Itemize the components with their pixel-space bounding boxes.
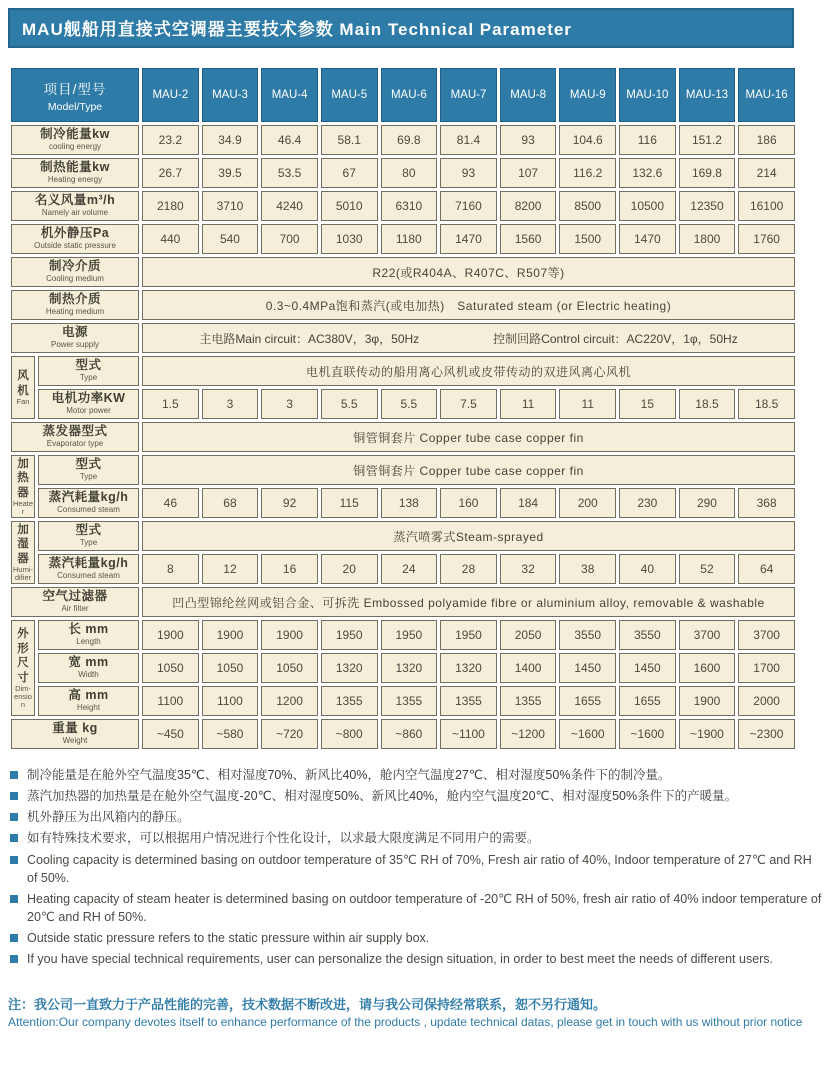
value-cell: 116	[619, 125, 676, 155]
value-cell: 1470	[440, 224, 497, 254]
value-cell: 1700	[738, 653, 795, 683]
value-cell: 1355	[500, 686, 557, 716]
value-cell: 1355	[321, 686, 378, 716]
value-cell: 11	[559, 389, 616, 419]
row-label-heating-medium	[11, 290, 139, 320]
row-label-zh: 蒸发器型式	[42, 424, 108, 439]
value-cell: 12350	[679, 191, 736, 221]
value-cell: 115	[321, 488, 378, 518]
group-label-heater	[11, 455, 35, 518]
value-cell: 92	[261, 488, 318, 518]
note-text: Cooling capacity is determined basing on outdoor temperature of 35℃ RH of 70%, Fresh air ratio of 40%, Indoor temperature of 27℃ and RH of 50%.	[27, 852, 812, 885]
value-cell: 1560	[500, 224, 557, 254]
row-label-evaporator-type	[11, 422, 139, 452]
note-item	[8, 851, 824, 887]
value-cell: 40	[619, 554, 676, 584]
group-label-fan	[11, 356, 35, 419]
row-label-zh: 蒸汽耗量kg/h	[48, 490, 129, 505]
row-label-zh: 制冷介质	[49, 259, 102, 274]
table-row-length	[11, 620, 795, 650]
value-cell: ~1600	[619, 719, 676, 749]
value-cell: ~860	[381, 719, 438, 749]
row-label-width	[38, 653, 139, 683]
row-label-en: Cooling medium	[46, 274, 104, 284]
row-label-zh: 长 mm	[68, 622, 109, 637]
row-label-power-supply	[11, 323, 139, 353]
value-cell: 5010	[321, 191, 378, 221]
value-cell: 24	[381, 554, 438, 584]
note-text: 蒸汽加热器的加热量是在舱外空气温度-20℃、相对湿度50%、新风比40%，舱内空气温度20℃、相对湿度50%条件下的产暖量。	[27, 789, 738, 804]
value-cell: 39.5	[202, 158, 259, 188]
row-label-zh: 型式	[75, 457, 102, 472]
row-label-en: Heating medium	[45, 307, 105, 317]
value-cell: 2050	[500, 620, 557, 650]
bullet-square-icon	[10, 895, 18, 903]
value-cell: 1500	[559, 224, 616, 254]
value-cell: 540	[202, 224, 259, 254]
row-label-en: Motor power	[66, 406, 111, 416]
row-label-en: Evaporator type	[46, 439, 104, 449]
value-cell: 46.4	[261, 125, 318, 155]
value-cell: 69.8	[381, 125, 438, 155]
group-label-en: Dim-ension	[14, 683, 32, 709]
value-cell: 1760	[738, 224, 795, 254]
column-header: MAU-16	[738, 68, 795, 122]
note-text: 制冷能量是在舱外空气温度35℃、相对湿度70%、新风比40%，舱内空气温度27℃、相对湿度50%条件下的制冷量。	[27, 768, 671, 782]
value-cell: 214	[738, 158, 795, 188]
row-label-zh: 宽 mm	[68, 655, 109, 670]
bullet-square-icon	[10, 955, 18, 963]
group-char: 风	[17, 370, 29, 383]
column-header: MAU-3	[202, 68, 259, 122]
note-item	[8, 929, 824, 947]
bullet-square-icon	[10, 856, 18, 864]
row-label-zh: 蒸汽耗量kg/h	[48, 556, 129, 571]
value-cell: 80	[381, 158, 438, 188]
column-header: MAU-5	[321, 68, 378, 122]
value-cell: 8	[142, 554, 199, 584]
value-cell: 5.5	[321, 389, 378, 419]
value-cell: 3550	[559, 620, 616, 650]
value-cell: 1450	[559, 653, 616, 683]
span-cell-heater-type: 铜管铜套片 Copper tube case copper fin	[142, 455, 795, 485]
value-cell: 7160	[440, 191, 497, 221]
row-label-zh: 机外静压Pa	[40, 226, 110, 241]
value-cell: 3710	[202, 191, 259, 221]
value-cell: 1100	[142, 686, 199, 716]
group-char: 热	[17, 472, 29, 485]
table-row-humidifier-type	[11, 521, 795, 551]
note-item	[8, 950, 824, 968]
row-label-humidifier-consumed-steam	[38, 554, 139, 584]
table-row-heating-medium	[11, 290, 795, 320]
group-label-en: Heater	[13, 499, 34, 517]
value-cell: 1200	[261, 686, 318, 716]
value-cell: 107	[500, 158, 557, 188]
group-label-humidifier	[11, 521, 35, 584]
footer-note	[8, 994, 818, 1029]
value-cell: 16100	[738, 191, 795, 221]
value-cell: 368	[738, 488, 795, 518]
note-item	[8, 808, 824, 826]
table-row-heater-consumed-steam	[11, 488, 795, 518]
row-label-zh: 制热介质	[49, 292, 102, 307]
bullet-square-icon	[10, 771, 18, 779]
table-row-heater-type	[11, 455, 795, 485]
value-cell: 3700	[679, 620, 736, 650]
bullet-square-icon	[10, 792, 18, 800]
footer-note-en: Attention:Our company devotes itself to enhance performance of the products , update technical datas, please get in touch with us without prior notice	[8, 1015, 803, 1030]
row-label-air-filter	[11, 587, 139, 617]
value-cell: 2180	[142, 191, 199, 221]
note-text: 机外静压为出风箱内的静压。	[27, 810, 190, 825]
spec-table	[8, 65, 798, 752]
value-cell: 46	[142, 488, 199, 518]
value-cell: 64	[738, 554, 795, 584]
value-cell: 8500	[559, 191, 616, 221]
value-cell: 1100	[202, 686, 259, 716]
value-cell: 290	[679, 488, 736, 518]
group-char: 寸	[17, 671, 29, 684]
row-label-en: Namely air volume	[41, 208, 109, 218]
value-cell: ~800	[321, 719, 378, 749]
value-cell: 5.5	[381, 389, 438, 419]
row-label-en: Type	[79, 373, 98, 383]
value-cell: 10500	[619, 191, 676, 221]
value-cell: 1355	[381, 686, 438, 716]
value-cell: 15	[619, 389, 676, 419]
row-label-zh: 制冷能量kw	[40, 127, 110, 142]
column-header: MAU-6	[381, 68, 438, 122]
table-row-power-supply	[11, 323, 795, 353]
value-cell: ~580	[202, 719, 259, 749]
row-label-zh: 型式	[75, 523, 102, 538]
row-label-heater-consumed-steam	[38, 488, 139, 518]
note-item	[8, 787, 824, 805]
value-cell: 3	[261, 389, 318, 419]
value-cell: 440	[142, 224, 199, 254]
group-label-zh	[13, 369, 33, 398]
value-cell: 1655	[619, 686, 676, 716]
value-cell: 93	[500, 125, 557, 155]
row-label-zh: 重量 kg	[52, 721, 98, 736]
span-cell-air-filter: 凹凸型锦纶丝网或铝合金、可拆洗 Embossed polyamide fibre or aluminium alloy, removable & washable	[142, 587, 795, 617]
value-cell: 2000	[738, 686, 795, 716]
value-cell: 3	[202, 389, 259, 419]
value-cell: 1900	[679, 686, 736, 716]
column-header: MAU-7	[440, 68, 497, 122]
value-cell: 1050	[142, 653, 199, 683]
value-cell: 1050	[202, 653, 259, 683]
group-char: 机	[17, 384, 29, 397]
note-text: Heating capacity of steam heater is determined basing on outdoor temperature of -20℃ RH of 50%, fresh air ratio of 40% indoor temperature of 20℃ and RH of 50%.	[27, 891, 822, 924]
table-row-static-pressure	[11, 224, 795, 254]
value-cell: 20	[321, 554, 378, 584]
footer-note-zh: 注：我公司一直致力于产品性能的完善，技术数据不断改进，请与我公司保持经常联系，恕不另行通知。	[8, 997, 607, 1013]
row-label-humidifier-type	[38, 521, 139, 551]
group-char: 湿	[17, 538, 29, 551]
table-row-humidifier-consumed-steam	[11, 554, 795, 584]
table-row-cooling-medium	[11, 257, 795, 287]
header-row	[11, 68, 795, 122]
row-label-en: cooling energy	[48, 142, 102, 152]
value-cell: 1355	[440, 686, 497, 716]
row-label-zh: 空气过滤器	[42, 589, 108, 604]
note-text: 如有特殊技术要求，可以根据用户情况进行个性化设计，以求最大限度满足不同用户的需要。	[27, 831, 540, 846]
row-label-en: Air filter	[61, 604, 89, 614]
row-label-zh: 名义风量m³/h	[34, 193, 116, 208]
row-label-en: Heating energy	[47, 175, 103, 185]
column-header: MAU-13	[679, 68, 736, 122]
value-cell: 81.4	[440, 125, 497, 155]
column-header: MAU-10	[619, 68, 676, 122]
row-label-weight	[11, 719, 139, 749]
value-cell: 53.5	[261, 158, 318, 188]
value-cell: 32	[500, 554, 557, 584]
column-header: MAU-4	[261, 68, 318, 122]
row-label-heater-type	[38, 455, 139, 485]
spec-table-body	[11, 68, 795, 749]
page-title: MAU舰船用直接式空调器主要技术参数 Main Technical Parameter	[8, 8, 794, 48]
bullet-square-icon	[10, 834, 18, 842]
power-supply-text	[144, 330, 793, 347]
value-cell: 38	[559, 554, 616, 584]
row-label-zh: 电机功率KW	[51, 391, 126, 406]
value-cell: 3550	[619, 620, 676, 650]
value-cell: 52	[679, 554, 736, 584]
row-label-en: Power supply	[50, 340, 100, 350]
value-cell: 58.1	[321, 125, 378, 155]
group-char: 器	[17, 552, 29, 565]
value-cell: 4240	[261, 191, 318, 221]
value-cell: 23.2	[142, 125, 199, 155]
column-header: MAU-2	[142, 68, 199, 122]
row-label-zh: 制热能量kw	[40, 160, 110, 175]
value-cell: 1320	[440, 653, 497, 683]
value-cell: 1950	[440, 620, 497, 650]
row-label-en: Type	[79, 538, 98, 548]
span-cell-power-supply	[142, 323, 795, 353]
table-row-width	[11, 653, 795, 683]
table-row-fan-type	[11, 356, 795, 386]
table-row-heating-energy	[11, 158, 795, 188]
value-cell: 1600	[679, 653, 736, 683]
value-cell: 1320	[381, 653, 438, 683]
column-header: MAU-9	[559, 68, 616, 122]
group-label-zh	[13, 523, 33, 566]
group-char: 器	[17, 486, 29, 499]
row-label-en: Weight	[62, 736, 88, 746]
value-cell: ~1900	[679, 719, 736, 749]
value-cell: 11	[500, 389, 557, 419]
value-cell: 1180	[381, 224, 438, 254]
value-cell: 1450	[619, 653, 676, 683]
value-cell: ~1100	[440, 719, 497, 749]
group-label-zh	[13, 457, 33, 500]
value-cell: 28	[440, 554, 497, 584]
table-row-weight	[11, 719, 795, 749]
value-cell: ~1200	[500, 719, 557, 749]
notes-list	[8, 766, 824, 968]
group-char: 加	[17, 458, 29, 471]
row-label-en: Outside static pressure	[34, 241, 116, 251]
value-cell: 1900	[142, 620, 199, 650]
row-label-zh: 型式	[75, 358, 102, 373]
value-cell: 116.2	[559, 158, 616, 188]
row-label-fan-type	[38, 356, 139, 386]
group-char: 尺	[17, 657, 29, 670]
group-char: 加	[17, 524, 29, 537]
row-label-zh: 高 mm	[68, 688, 109, 703]
value-cell: 186	[738, 125, 795, 155]
bullet-square-icon	[10, 813, 18, 821]
value-cell: 151.2	[679, 125, 736, 155]
table-row-fan-motor-power	[11, 389, 795, 419]
value-cell: 1050	[261, 653, 318, 683]
value-cell: 18.5	[679, 389, 736, 419]
note-text: Outside static pressure refers to the static pressure within air supply box.	[27, 931, 430, 945]
value-cell: 1030	[321, 224, 378, 254]
value-cell: ~450	[142, 719, 199, 749]
value-cell: 26.7	[142, 158, 199, 188]
value-cell: 138	[381, 488, 438, 518]
value-cell: 6310	[381, 191, 438, 221]
row-label-cooling-energy	[11, 125, 139, 155]
column-header: MAU-8	[500, 68, 557, 122]
power-supply-segment: 控制回路Control circuit：AC220V，1φ，50Hz	[493, 331, 738, 346]
group-label-en: Humi-difier	[13, 565, 33, 583]
value-cell: 169.8	[679, 158, 736, 188]
span-cell-cooling-medium: R22(或R404A、R407C、R507等)	[142, 257, 795, 287]
note-text: If you have special technical requirements, user can personalize the design situation, in order to best meet the needs of different users.	[27, 952, 774, 967]
value-cell: 1950	[321, 620, 378, 650]
group-label-zh	[13, 627, 33, 685]
value-cell: 8200	[500, 191, 557, 221]
table-row-air-volume	[11, 191, 795, 221]
row-label-en: Consumed steam	[57, 571, 120, 581]
value-cell: ~2300	[738, 719, 795, 749]
row-label-en: Type	[79, 472, 98, 482]
note-item	[8, 890, 824, 926]
value-cell: 1800	[679, 224, 736, 254]
group-char: 形	[17, 642, 29, 655]
row-label-static-pressure	[11, 224, 139, 254]
value-cell: 34.9	[202, 125, 259, 155]
value-cell: 1320	[321, 653, 378, 683]
value-cell: 1900	[202, 620, 259, 650]
value-cell: 1950	[381, 620, 438, 650]
row-label-height	[38, 686, 139, 716]
span-cell-evaporator-type: 铜管铜套片 Copper tube case copper fin	[142, 422, 795, 452]
value-cell: 200	[559, 488, 616, 518]
value-cell: 700	[261, 224, 318, 254]
value-cell: 93	[440, 158, 497, 188]
value-cell: 1900	[261, 620, 318, 650]
value-cell: 1470	[619, 224, 676, 254]
value-cell: 230	[619, 488, 676, 518]
value-cell: 12	[202, 554, 259, 584]
row-label-length	[38, 620, 139, 650]
table-row-air-filter	[11, 587, 795, 617]
value-cell: 18.5	[738, 389, 795, 419]
row-label-en: Length	[76, 637, 101, 647]
power-supply-segment: 主电路Main circuit：AC380V，3φ，50Hz	[199, 331, 420, 346]
corner-label-en: Model/Type	[47, 100, 103, 113]
row-label-fan-motor-power	[38, 389, 139, 419]
table-row-height	[11, 686, 795, 716]
value-cell: 3700	[738, 620, 795, 650]
value-cell: 160	[440, 488, 497, 518]
value-cell: ~720	[261, 719, 318, 749]
value-cell: 104.6	[559, 125, 616, 155]
table-row-cooling-energy	[11, 125, 795, 155]
row-label-cooling-medium	[11, 257, 139, 287]
row-label-air-volume	[11, 191, 139, 221]
note-item	[8, 766, 824, 784]
span-cell-heating-medium: 0.3~0.4MPa饱和蒸汽(或电加热) Saturated steam (or Electric heating)	[142, 290, 795, 320]
note-item	[8, 829, 824, 847]
group-label-en: Fan	[16, 396, 30, 406]
value-cell: 1655	[559, 686, 616, 716]
value-cell: 16	[261, 554, 318, 584]
value-cell: 1400	[500, 653, 557, 683]
table-row-evaporator-type	[11, 422, 795, 452]
bullet-square-icon	[10, 934, 18, 942]
value-cell: 67	[321, 158, 378, 188]
corner-cell	[11, 68, 139, 122]
span-cell-humidifier-type: 蒸汽喷雾式Steam-sprayed	[142, 521, 795, 551]
value-cell: 68	[202, 488, 259, 518]
group-label-dimension	[11, 620, 35, 716]
group-char: 外	[17, 628, 29, 641]
row-label-heating-energy	[11, 158, 139, 188]
value-cell: ~1600	[559, 719, 616, 749]
value-cell: 7.5	[440, 389, 497, 419]
row-label-en: Consumed steam	[57, 505, 120, 515]
value-cell: 184	[500, 488, 557, 518]
value-cell: 1.5	[142, 389, 199, 419]
span-cell-fan-type: 电机直联传动的船用离心风机或皮带传动的双进风离心风机	[142, 356, 795, 386]
value-cell: 132.6	[619, 158, 676, 188]
row-label-en: Width	[78, 670, 99, 680]
corner-label-zh: 项目/型号	[43, 81, 107, 97]
row-label-en: Height	[76, 703, 101, 713]
row-label-zh: 电源	[62, 325, 89, 340]
